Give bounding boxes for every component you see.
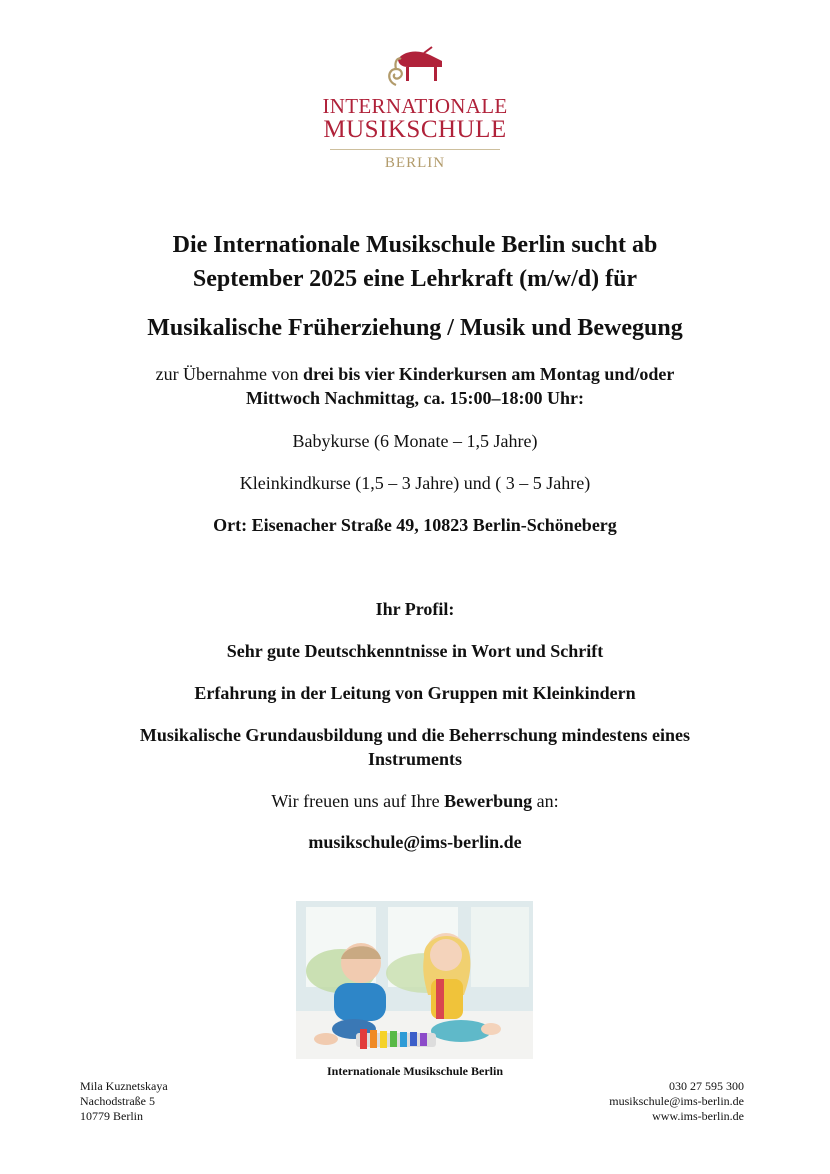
- job-title: [0, 228, 830, 296]
- school-logo: [0, 45, 830, 171]
- photo-caption: Internationale Musikschule Berlin: [326, 1064, 503, 1078]
- children-music-photo: [296, 901, 533, 1059]
- footer-contact-person: [80, 1079, 168, 1124]
- footer-website[interactable]: www.ims-berlin.de: [652, 1109, 744, 1123]
- profile-item: Instruments: [367, 749, 462, 769]
- course-baby: Babykurse (6 Monate – 1,5 Jahre): [292, 431, 538, 451]
- footer-name: Mila Kuznetskaya: [80, 1079, 168, 1093]
- profile-heading: Ihr Profil:: [375, 599, 455, 619]
- location: Ort: Eisenacher Straße 49, 10823 Berlin-Schöneberg: [213, 515, 617, 535]
- footer-city: 10779 Berlin: [80, 1109, 143, 1123]
- apply-suffix: an:: [532, 791, 559, 811]
- job-subject: Musikalische Früherziehung / Musik und Bewegung: [147, 315, 683, 341]
- logo-divider: [330, 149, 500, 150]
- apply-line: [0, 789, 830, 813]
- apply-prefix: Wir freuen uns auf Ihre: [271, 791, 445, 811]
- footer-street: Nachodstraße 5: [80, 1094, 155, 1108]
- apply-bold: Bewerbung: [444, 791, 533, 811]
- footer-contact-info: [609, 1079, 744, 1124]
- logo-text-musikschule: MUSIKSCHULE: [323, 116, 507, 143]
- profile-item: Sehr gute Deutschkenntnisse in Wort und Schrift: [226, 641, 604, 661]
- intro-bold-2: Mittwoch Nachmittag, ca. 15:00–18:00 Uhr:: [246, 388, 584, 408]
- job-intro-line-1: [0, 362, 830, 386]
- job-title-line-1: Die Internationale Musikschule Berlin sucht ab: [172, 232, 658, 258]
- footer-email[interactable]: musikschule@ims-berlin.de: [609, 1094, 744, 1108]
- course-kleinkind: Kleinkindkurse (1,5 – 3 Jahre) und ( 3 – 5 Jahre): [239, 473, 591, 493]
- apply-email[interactable]: musikschule@ims-berlin.de: [308, 832, 522, 852]
- profile-item: Erfahrung in der Leitung von Gruppen mit Kleinkindern: [194, 683, 636, 703]
- job-intro: [0, 362, 830, 410]
- intro-bold-1: drei bis vier Kinderkursen am Montag und/oder: [303, 364, 675, 384]
- logo-text-berlin: BERLIN: [384, 155, 446, 171]
- intro-prefix: zur Übernahme von: [155, 364, 304, 384]
- piano-clef-logo-icon: [380, 45, 450, 91]
- profile-item: Musikalische Grundausbildung und die Beherrschung mindestens eines: [139, 725, 691, 745]
- children-xylophone-image: [296, 901, 533, 1059]
- footer-phone: 030 27 595 300: [669, 1079, 744, 1093]
- job-title-line-2: September 2025 eine Lehrkraft (m/w/d) für: [192, 266, 638, 292]
- logo-text-internationale: INTERNATIONALE: [322, 94, 508, 118]
